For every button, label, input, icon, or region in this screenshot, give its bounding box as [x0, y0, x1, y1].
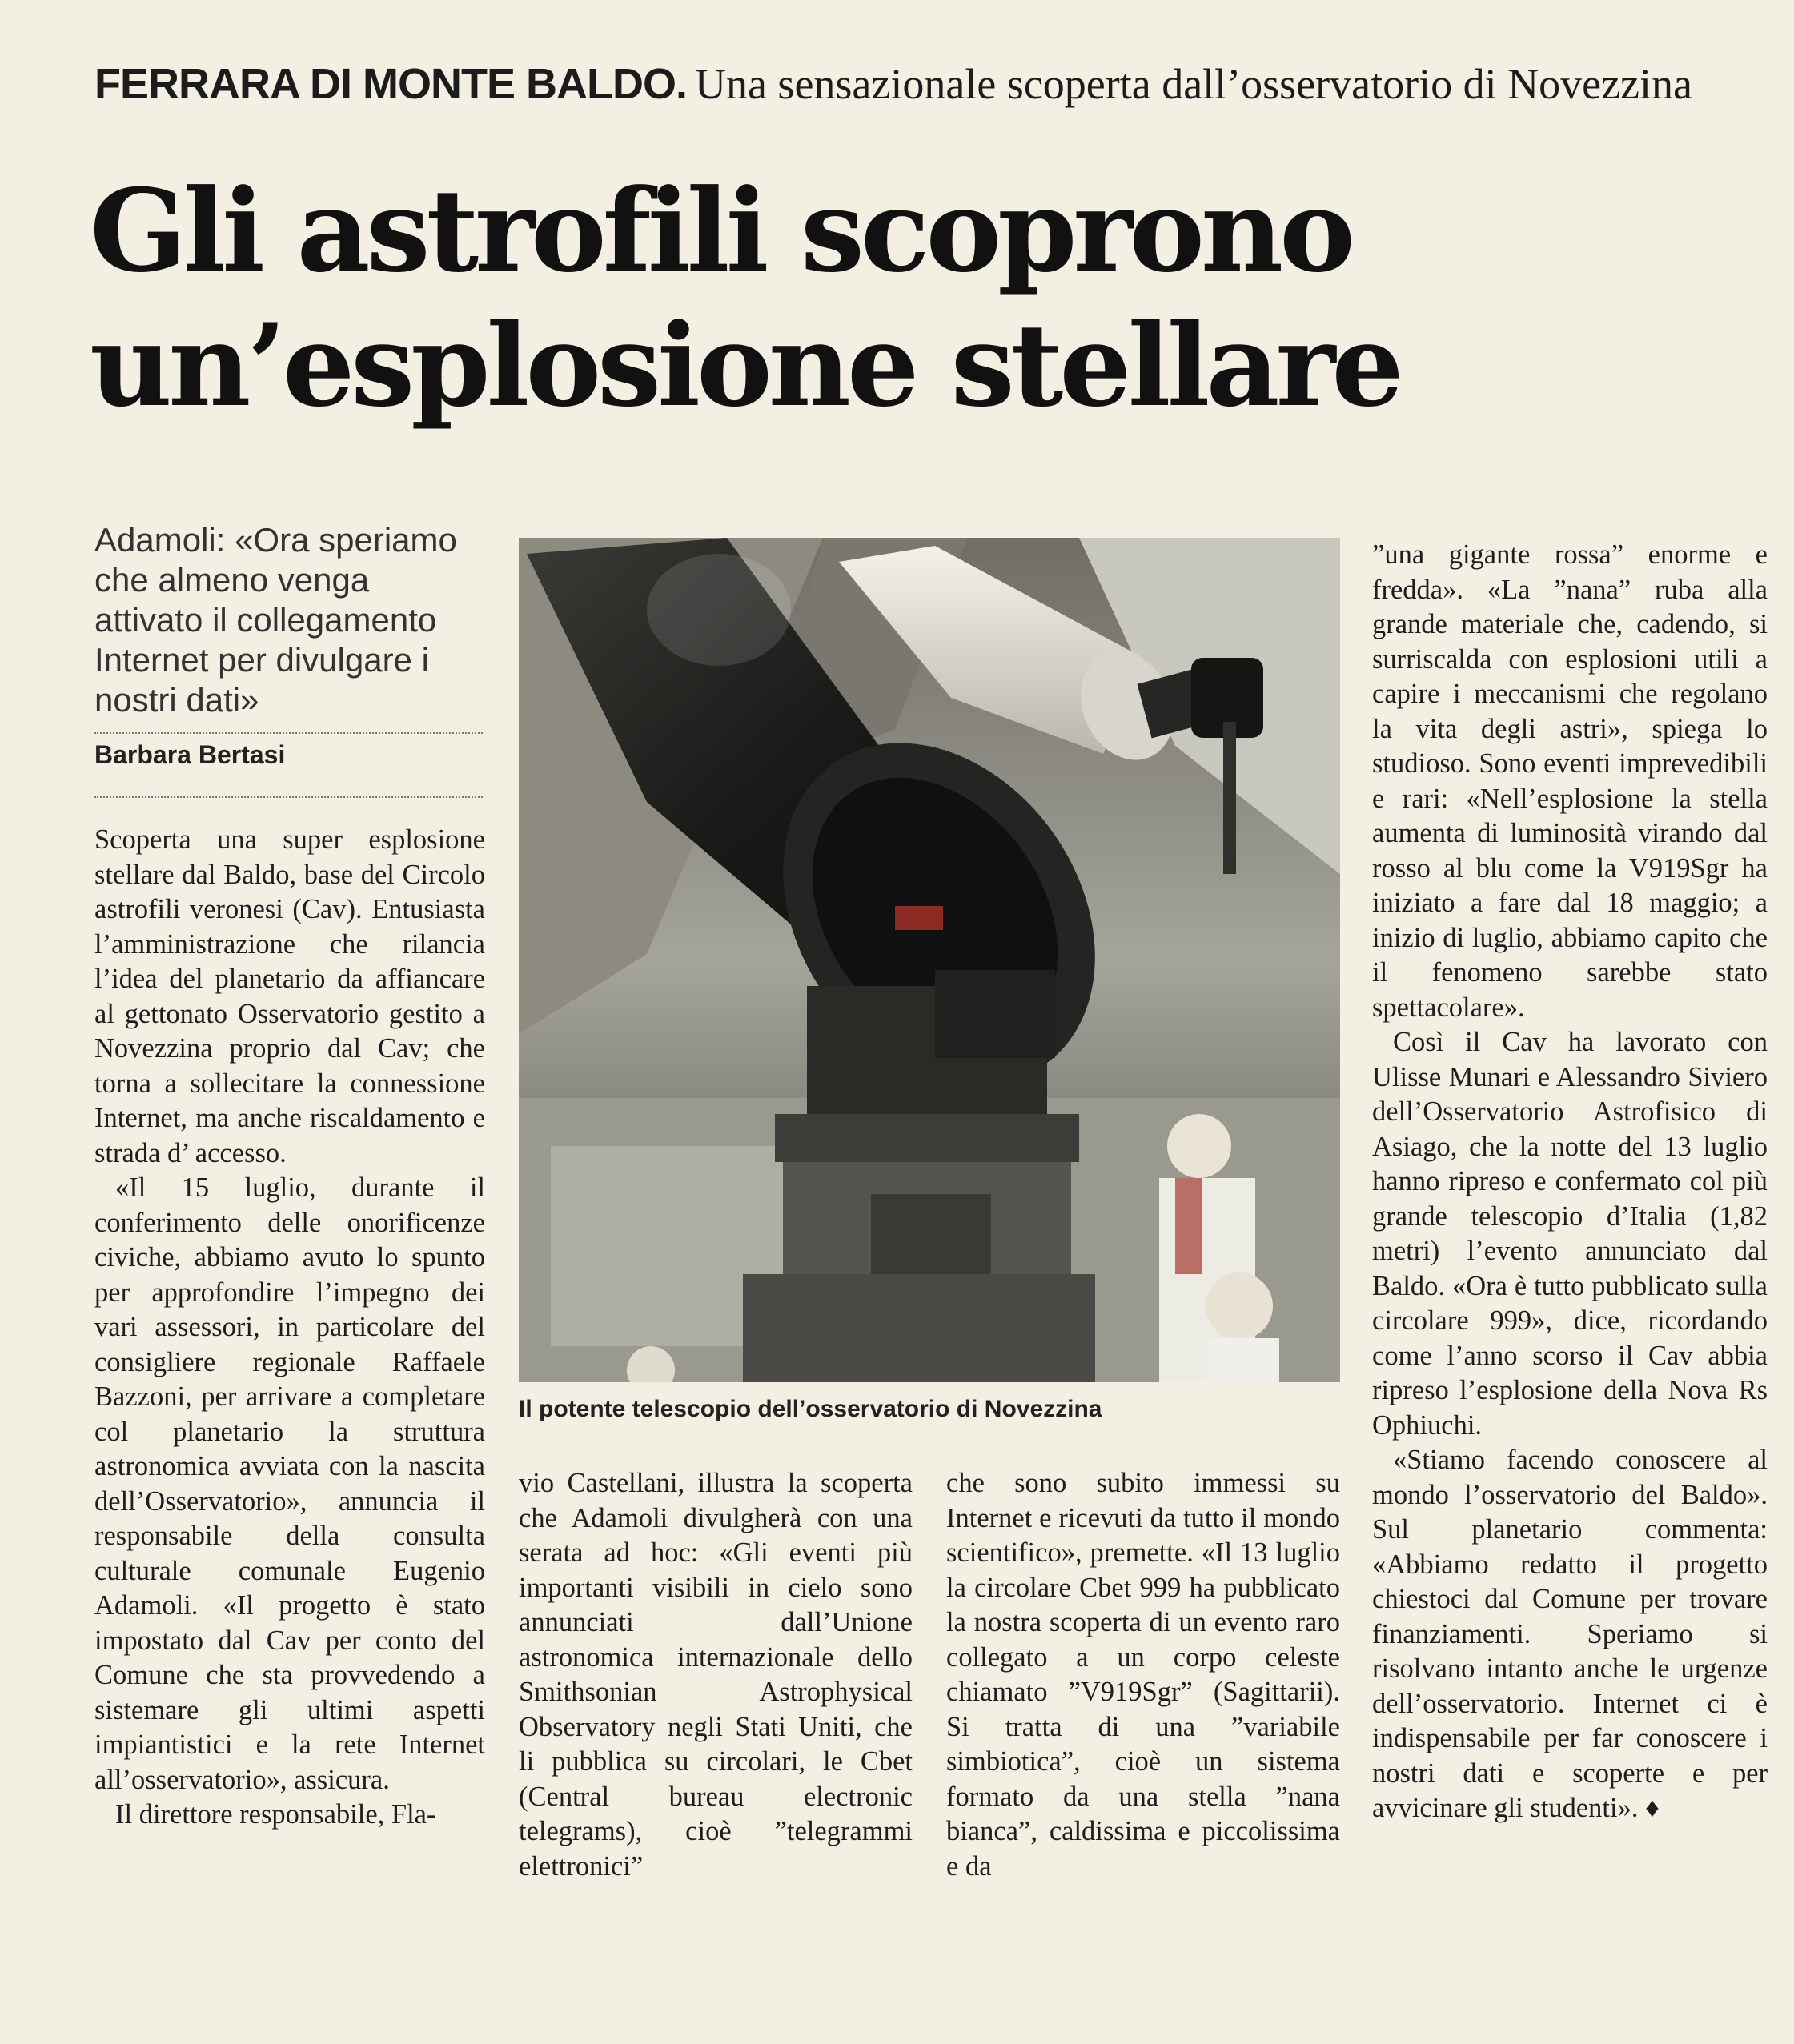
photo-caption: Il potente telescopio dell’osservatorio di Novezzina [519, 1396, 1102, 1422]
kicker-location: FERRARA DI MONTE BALDO. [94, 60, 687, 108]
paragraph: Il direttore responsabile, Fla- [115, 1799, 436, 1830]
kicker [94, 56, 1736, 112]
headline-line-1: Gli astrofili scoprono [90, 165, 1351, 298]
paragraph: Scoperta una super esplosione stellare dal Baldo, base del Circolo astrofili veronesi (Cav). Entusiasta l’amministrazione che rilancia l’idea del planetario da affiancare al gettonato Osservatorio gestito a Novezzina proprio dal Cav; che torna a sollecitare la connessione Internet, ma anche riscaldamento e strada d’ accesso. [94, 824, 485, 1168]
telescope-photo [519, 538, 1340, 1382]
article-column-4 [1372, 538, 1768, 1826]
subheadline [94, 520, 487, 720]
paragraph: Così il Cav ha lavorato con Ulisse Munari e Alessandro Siviero dell’Osservatorio Astrofisico di Asiago, che la notte del 13 luglio hanno ripreso e confermato col più grande telescopio d’Italia (1,82 metri) l’evento annunciato dal Baldo. «Ora è tutto pubblicato sulla circolare 999», dice, ricordando come l’anno scorso il Cav abbia ripreso l’esplosione della Nova Rs Ophiuchi. [1372, 1027, 1768, 1441]
paragraph: ”una gigante rossa” enorme e fredda». «La ”nana” ruba alla grande materiale che, cadendo, si surriscalda con esplosioni utili a capire i meccanismi che regolano la vita degli astri», spiega lo studioso. Sono eventi imprevedibili e rari: «Nell’esplosione la stella aumenta di luminosità virando dal rosso al blu come la V919Sgr ha iniziato a fare dal 18 maggio; a inizio di luglio, abbiamo capito che il fenomeno sarebbe stato spettacolare». [1372, 539, 1768, 1023]
paragraph: «Stiamo facendo conoscere al mondo l’osservatorio del Baldo». Sul planetario commenta: «Abbiamo redatto il progetto chiestoci dal Comune per trovare finanziamenti. Speriamo si risolvano intanto anche le urgenze dell’osservatorio. Internet ci è indispensabile per far conoscere i nostri dati e scoperte e per avvicinare gli studenti». ♦ [1372, 1445, 1768, 1823]
paragraph: vio Castellani, illustra la scoperta che Adamoli divulgherà con una serata ad hoc: «Gli eventi più importanti visibili in cielo sono annunciati dall’Unione astronomica internazionale dello Smithsonian Astrophysical Observatory negli Stati Uniti, che li pubblica su circolari, le Cbet (Central bureau electronic telegrams), cioè ”telegrammi elettronici” [519, 1468, 913, 1882]
byline-rule-bottom [94, 796, 483, 798]
article-column-2 [519, 1466, 913, 1884]
paragraph: che sono subito immessi su Internet e ricevuti da tutto il mondo scientifico», premette. «Il 13 luglio la circolare Cbet 999 ha pubblicato la nostra scoperta di un evento raro collegato a un corpo celeste chiamato ”V919Sgr” (Sagittarii). Si tratta di una ”variabile simbiotica”, cioè un sistema formato da una stella ”nana bianca”, caldissima e piccolissima e da [946, 1468, 1340, 1882]
headline [90, 164, 1731, 433]
paragraph: «Il 15 luglio, durante il conferimento delle onorificenze civiche, abbiamo avuto lo spunto per approfondire l’impegno dei vari assessori, in particolare del consigliere regionale Raffaele Bazzoni, per arrivare a completare col planetario la struttura astronomica avviata con la nascita dell’Osservatorio», annuncia il responsabile della consulta culturale comunale Eugenio Adamoli. «Il progetto è stato impostato dal Cav per conto del Comune che sta provvedendo a sistemare gli ultimi aspetti impiantistici e la rete Internet all’osservatorio», assicura. [94, 1172, 485, 1795]
telescope-photo-image [519, 538, 1340, 1382]
byline: Barbara Bertasi [94, 740, 286, 769]
kicker-text: Una sensazionale scoperta dall’osservatorio di Novezzina [694, 60, 1692, 108]
article-column-3 [946, 1466, 1340, 1884]
byline-rule-top [94, 732, 483, 734]
headline-line-2: un’esplosione stellare [90, 299, 1400, 432]
article-column-1 [94, 823, 485, 1833]
subheadline-text: Adamoli: «Ora speriamo che almeno venga attivato il collegamento Internet per divulgare i nostri dati» [94, 521, 457, 719]
